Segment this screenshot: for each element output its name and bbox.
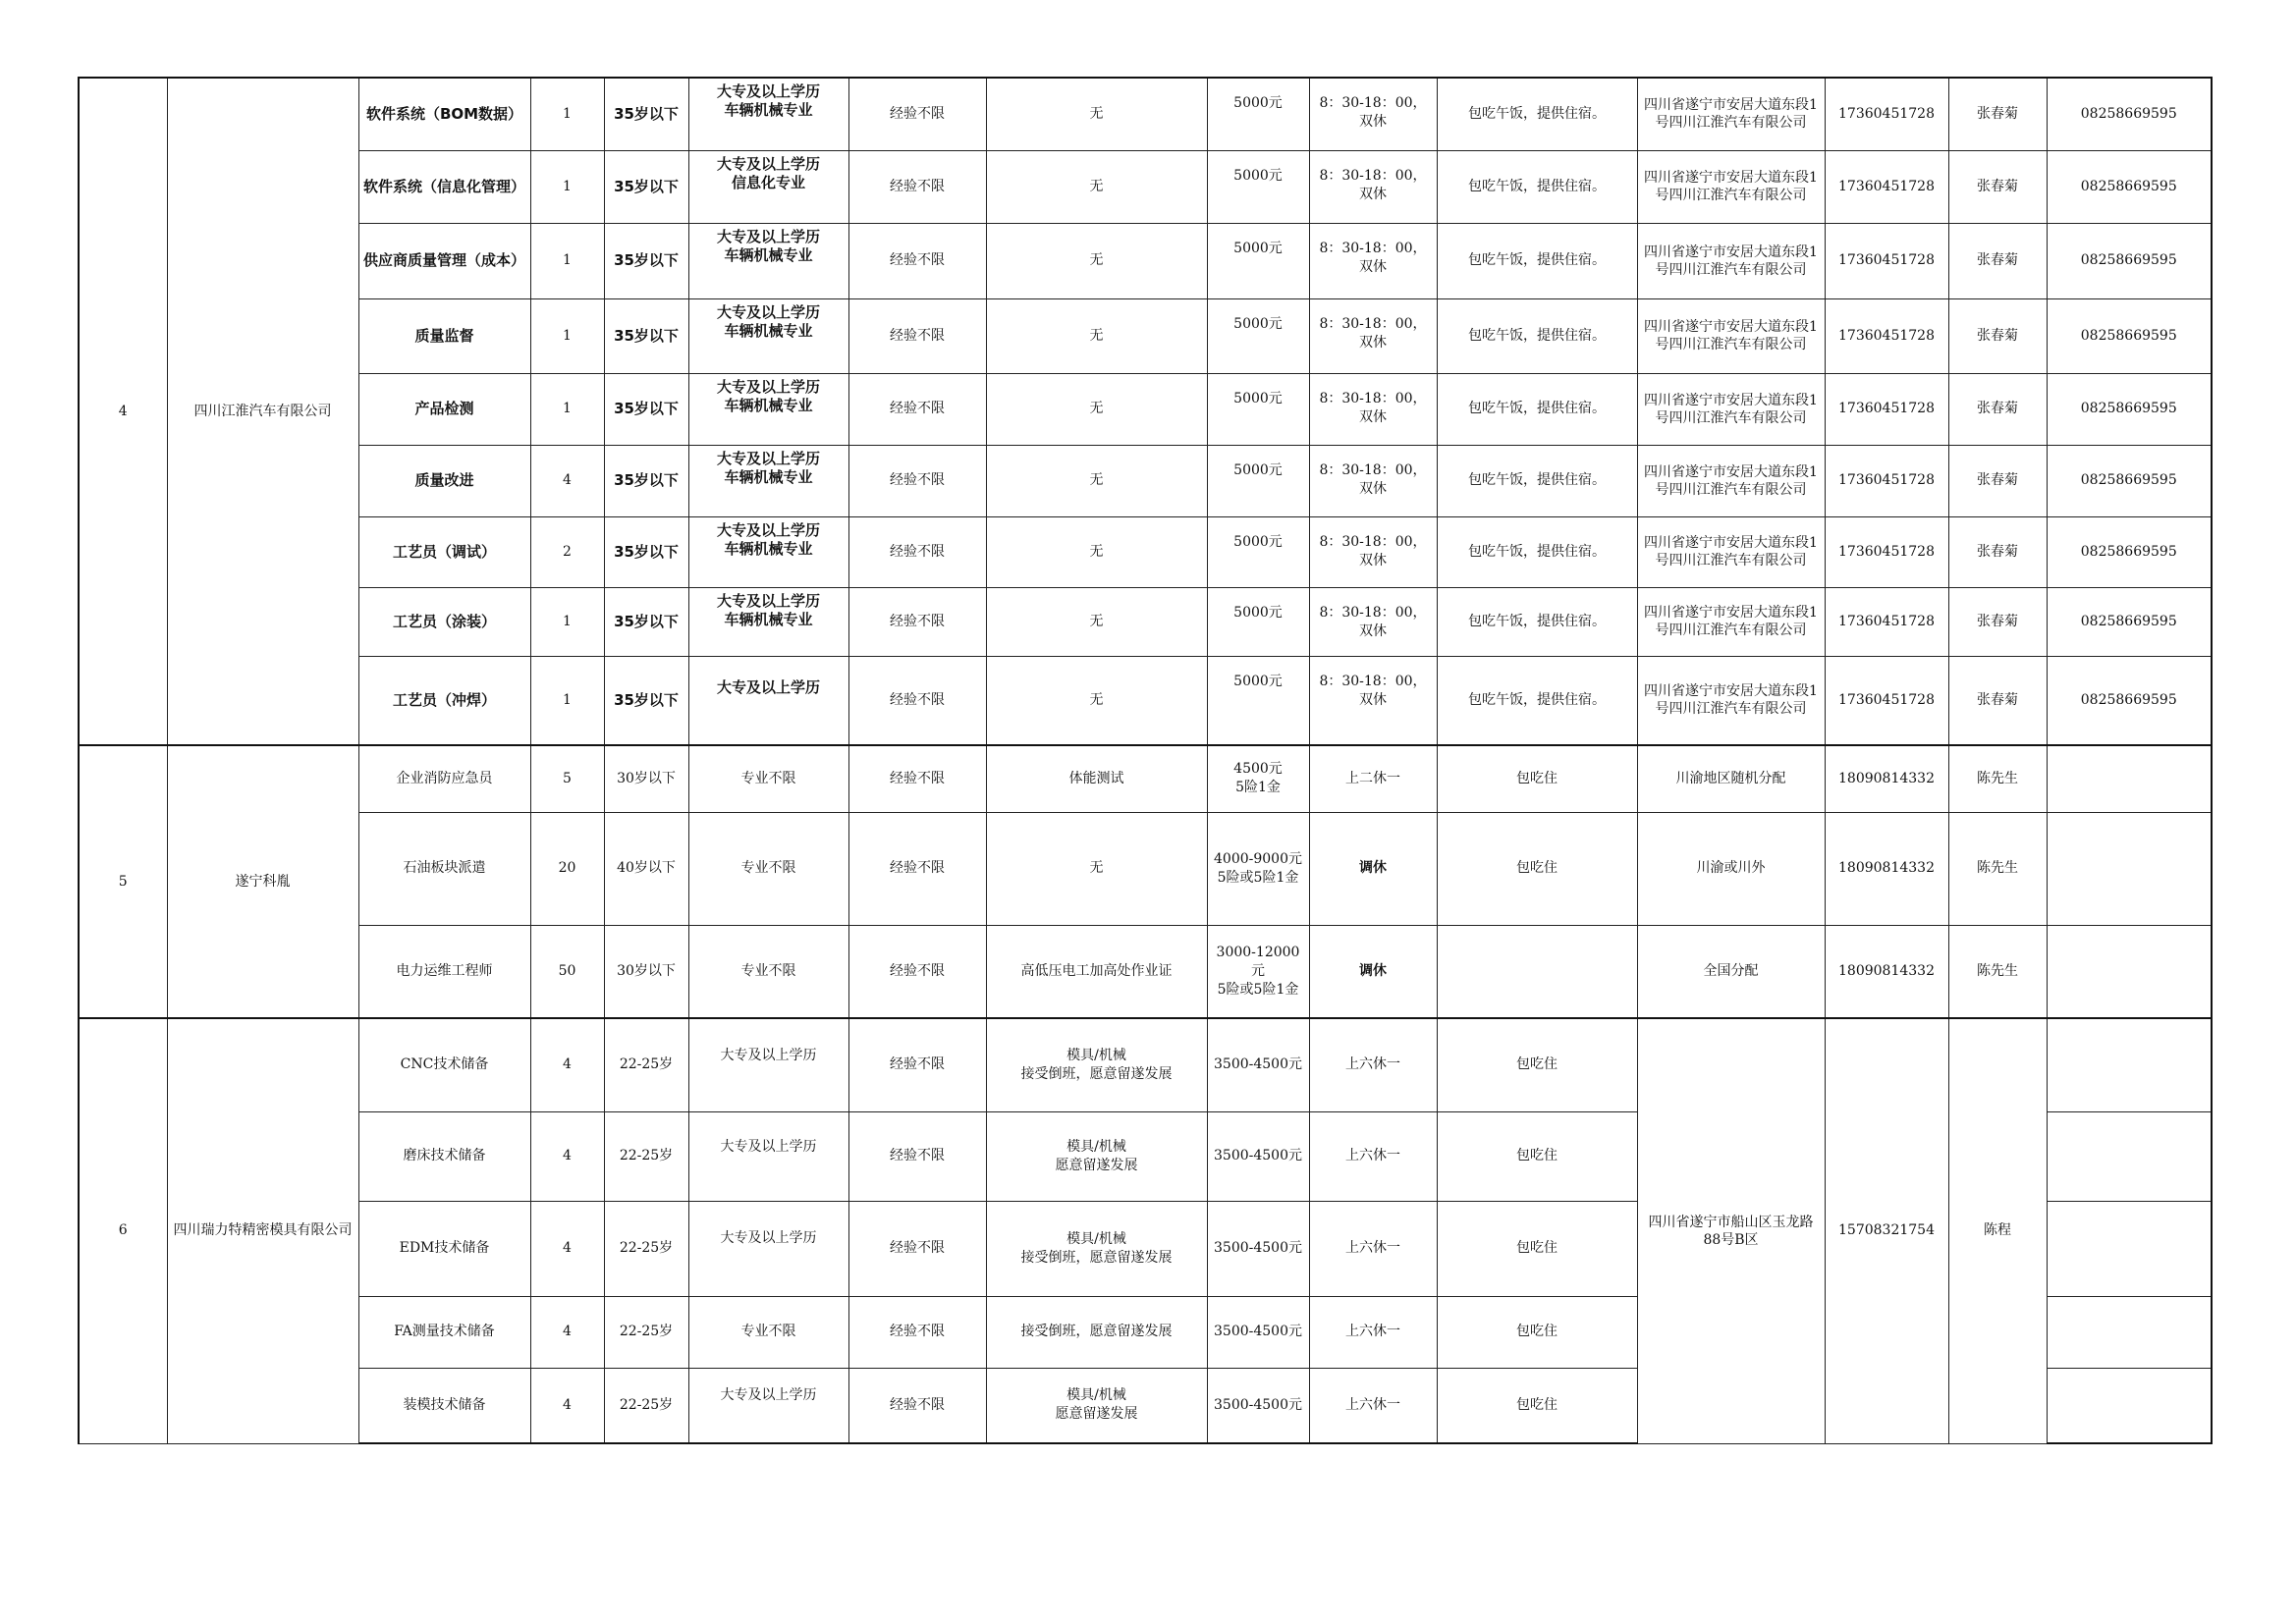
table-row [79,373,2212,445]
requirement-cell: 模具/机械 接受倒班，愿意留遂发展 [986,1201,1207,1296]
experience-cell: 经验不限 [848,812,986,925]
experience-cell: 经验不限 [848,587,986,656]
education-cell: 大专及以上学历 信息化专业 [688,150,848,223]
hours-cell: 8：30-18：00， 双休 [1309,78,1437,150]
count-cell: 4 [530,1201,604,1296]
education-cell: 专业不限 [688,812,848,925]
position-cell: 质量监督 [358,298,530,373]
table-row [79,925,2212,1018]
address-cell: 川渝或川外 [1637,812,1825,925]
count-cell: 2 [530,516,604,587]
address-cell: 四川省遂宁市安居大道东段1号四川江淮汽车有限公司 [1637,516,1825,587]
education-cell: 大专及以上学历 车辆机械专业 [688,373,848,445]
salary-cell: 5000元 [1207,656,1309,745]
contact-cell: 陈先生 [1948,812,2047,925]
requirement-cell: 无 [986,373,1207,445]
hours-cell: 8：30-18：00， 双休 [1309,516,1437,587]
age-cell: 35岁以下 [604,298,688,373]
age-cell: 35岁以下 [604,223,688,298]
landline-cell: 08258669595 [2047,373,2212,445]
position-cell: EDM技术储备 [358,1201,530,1296]
requirement-cell: 无 [986,298,1207,373]
landline-cell: 08258669595 [2047,298,2212,373]
requirement-cell: 无 [986,150,1207,223]
position-cell: 产品检测 [358,373,530,445]
benefits-cell: 包吃住 [1437,812,1637,925]
experience-cell: 经验不限 [848,373,986,445]
education-cell: 专业不限 [688,925,848,1018]
experience-cell: 经验不限 [848,223,986,298]
hours-cell: 上六休一 [1309,1018,1437,1111]
contact-cell: 张春菊 [1948,587,2047,656]
address-cell: 四川省遂宁市安居大道东段1号四川江淮汽车有限公司 [1637,223,1825,298]
phone-cell: 17360451728 [1825,150,1948,223]
hours-cell: 调休 [1309,925,1437,1018]
salary-cell: 4000-9000元 5险或5险1金 [1207,812,1309,925]
age-cell: 22-25岁 [604,1018,688,1111]
landline-cell [2047,1018,2212,1111]
education-cell: 大专及以上学历 车辆机械专业 [688,223,848,298]
count-cell: 1 [530,298,604,373]
requirement-cell: 无 [986,223,1207,298]
education-cell: 大专及以上学历 车辆机械专业 [688,516,848,587]
education-cell: 大专及以上学历 车辆机械专业 [688,298,848,373]
benefits-cell: 包吃午饭，提供住宿。 [1437,150,1637,223]
experience-cell: 经验不限 [848,1296,986,1368]
group-number: 6 [79,1018,167,1443]
salary-cell: 5000元 [1207,516,1309,587]
experience-cell: 经验不限 [848,445,986,516]
age-cell: 35岁以下 [604,373,688,445]
contact-cell: 张春菊 [1948,656,2047,745]
table-row [79,298,2212,373]
age-cell: 30岁以下 [604,925,688,1018]
table-row [79,812,2212,925]
salary-cell: 3500-4500元 [1207,1296,1309,1368]
requirement-cell: 无 [986,445,1207,516]
benefits-cell: 包吃午饭，提供住宿。 [1437,516,1637,587]
landline-cell: 08258669595 [2047,516,2212,587]
education-cell: 大专及以上学历 车辆机械专业 [688,78,848,150]
requirement-cell: 体能测试 [986,745,1207,812]
landline-cell [2047,812,2212,925]
landline-cell [2047,1201,2212,1296]
salary-cell: 3500-4500元 [1207,1111,1309,1201]
position-cell: 质量改进 [358,445,530,516]
address-cell: 全国分配 [1637,925,1825,1018]
phone-cell: 17360451728 [1825,223,1948,298]
salary-cell: 5000元 [1207,150,1309,223]
landline-cell [2047,1368,2212,1443]
hours-cell: 8：30-18：00， 双休 [1309,298,1437,373]
experience-cell: 经验不限 [848,656,986,745]
hours-cell: 8：30-18：00， 双休 [1309,587,1437,656]
phone-cell: 15708321754 [1825,1018,1948,1443]
age-cell: 35岁以下 [604,150,688,223]
education-cell: 专业不限 [688,745,848,812]
education-cell: 大专及以上学历 车辆机械专业 [688,587,848,656]
hours-cell: 上二休一 [1309,745,1437,812]
phone-cell: 17360451728 [1825,516,1948,587]
table-row [79,656,2212,745]
position-cell: 石油板块派遣 [358,812,530,925]
count-cell: 4 [530,1018,604,1111]
position-cell: FA测量技术储备 [358,1296,530,1368]
benefits-cell: 包吃住 [1437,1201,1637,1296]
count-cell: 20 [530,812,604,925]
requirement-cell: 模具/机械 愿意留遂发展 [986,1368,1207,1443]
requirement-cell: 无 [986,516,1207,587]
age-cell: 40岁以下 [604,812,688,925]
address-cell: 四川省遂宁市安居大道东段1号四川江淮汽车有限公司 [1637,78,1825,150]
salary-cell: 3000-12000元 5险或5险1金 [1207,925,1309,1018]
requirement-cell: 无 [986,812,1207,925]
position-cell: 供应商质量管理（成本） [358,223,530,298]
company-name: 四川江淮汽车有限公司 [167,78,358,745]
benefits-cell: 包吃午饭，提供住宿。 [1437,445,1637,516]
salary-cell: 5000元 [1207,373,1309,445]
experience-cell: 经验不限 [848,1111,986,1201]
hours-cell: 8：30-18：00， 双休 [1309,445,1437,516]
age-cell: 30岁以下 [604,745,688,812]
education-cell: 专业不限 [688,1296,848,1368]
position-cell: 磨床技术储备 [358,1111,530,1201]
position-cell: 软件系统（信息化管理） [358,150,530,223]
salary-cell: 3500-4500元 [1207,1018,1309,1111]
group-number: 4 [79,78,167,745]
address-cell: 四川省遂宁市安居大道东段1号四川江淮汽车有限公司 [1637,587,1825,656]
phone-cell: 18090814332 [1825,812,1948,925]
position-cell: 软件系统（BOM数据） [358,78,530,150]
requirement-cell: 高低压电工加高处作业证 [986,925,1207,1018]
landline-cell: 08258669595 [2047,445,2212,516]
hours-cell: 8：30-18：00， 双休 [1309,223,1437,298]
landline-cell [2047,1296,2212,1368]
education-cell: 大专及以上学历 [688,1018,848,1111]
position-cell: CNC技术储备 [358,1018,530,1111]
phone-cell: 18090814332 [1825,925,1948,1018]
benefits-cell: 包吃午饭，提供住宿。 [1437,373,1637,445]
contact-cell: 张春菊 [1948,78,2047,150]
position-cell: 工艺员（冲焊） [358,656,530,745]
landline-cell: 08258669595 [2047,223,2212,298]
group-number: 5 [79,745,167,1018]
landline-cell [2047,1111,2212,1201]
benefits-cell: 包吃午饭，提供住宿。 [1437,298,1637,373]
count-cell: 4 [530,1296,604,1368]
requirement-cell: 模具/机械 愿意留遂发展 [986,1111,1207,1201]
count-cell: 4 [530,1111,604,1201]
benefits-cell: 包吃住 [1437,1368,1637,1443]
age-cell: 35岁以下 [604,78,688,150]
benefits-cell: 包吃午饭，提供住宿。 [1437,587,1637,656]
salary-cell: 3500-4500元 [1207,1201,1309,1296]
requirement-cell: 接受倒班，愿意留遂发展 [986,1296,1207,1368]
education-cell: 大专及以上学历 [688,656,848,745]
table-row [79,587,2212,656]
age-cell: 22-25岁 [604,1111,688,1201]
count-cell: 4 [530,445,604,516]
experience-cell: 经验不限 [848,78,986,150]
count-cell: 50 [530,925,604,1018]
hours-cell: 上六休一 [1309,1296,1437,1368]
age-cell: 22-25岁 [604,1296,688,1368]
requirement-cell: 模具/机械 接受倒班，愿意留遂发展 [986,1018,1207,1111]
requirement-cell: 无 [986,656,1207,745]
benefits-cell: 包吃午饭，提供住宿。 [1437,78,1637,150]
hours-cell: 上六休一 [1309,1368,1437,1443]
hours-cell: 8：30-18：00， 双休 [1309,656,1437,745]
hours-cell: 上六休一 [1309,1111,1437,1201]
age-cell: 35岁以下 [604,656,688,745]
salary-cell: 5000元 [1207,298,1309,373]
benefits-cell [1437,925,1637,1018]
benefits-cell: 包吃午饭，提供住宿。 [1437,656,1637,745]
age-cell: 35岁以下 [604,587,688,656]
contact-cell: 张春菊 [1948,373,2047,445]
salary-cell: 5000元 [1207,78,1309,150]
table-row [79,150,2212,223]
education-cell: 大专及以上学历 [688,1201,848,1296]
position-cell: 电力运维工程师 [358,925,530,1018]
contact-cell: 陈先生 [1948,745,2047,812]
position-cell: 工艺员（调试） [358,516,530,587]
phone-cell: 17360451728 [1825,78,1948,150]
experience-cell: 经验不限 [848,150,986,223]
address-cell: 川渝地区随机分配 [1637,745,1825,812]
contact-cell: 陈程 [1948,1018,2047,1443]
contact-cell: 张春菊 [1948,445,2047,516]
experience-cell: 经验不限 [848,745,986,812]
salary-cell: 5000元 [1207,445,1309,516]
table-row [79,516,2212,587]
table-row [79,223,2212,298]
address-cell: 四川省遂宁市安居大道东段1号四川江淮汽车有限公司 [1637,298,1825,373]
phone-cell: 17360451728 [1825,445,1948,516]
education-cell: 大专及以上学历 车辆机械专业 [688,445,848,516]
experience-cell: 经验不限 [848,516,986,587]
address-cell: 四川省遂宁市安居大道东段1号四川江淮汽车有限公司 [1637,150,1825,223]
contact-cell: 张春菊 [1948,516,2047,587]
education-cell: 大专及以上学历 [688,1368,848,1443]
position-cell: 工艺员（涂装） [358,587,530,656]
phone-cell: 17360451728 [1825,587,1948,656]
benefits-cell: 包吃住 [1437,1018,1637,1111]
salary-cell: 4500元 5险1金 [1207,745,1309,812]
address-cell: 四川省遂宁市安居大道东段1号四川江淮汽车有限公司 [1637,445,1825,516]
age-cell: 22-25岁 [604,1368,688,1443]
benefits-cell: 包吃住 [1437,745,1637,812]
requirement-cell: 无 [986,78,1207,150]
count-cell: 1 [530,656,604,745]
age-cell: 22-25岁 [604,1201,688,1296]
table-row [79,78,2212,150]
benefits-cell: 包吃住 [1437,1296,1637,1368]
age-cell: 35岁以下 [604,516,688,587]
salary-cell: 5000元 [1207,223,1309,298]
requirement-cell: 无 [986,587,1207,656]
experience-cell: 经验不限 [848,298,986,373]
count-cell: 1 [530,78,604,150]
job-listing-table [78,77,2213,1444]
contact-cell: 张春菊 [1948,223,2047,298]
contact-cell: 张春菊 [1948,298,2047,373]
landline-cell: 08258669595 [2047,150,2212,223]
landline-cell [2047,745,2212,812]
landline-cell: 08258669595 [2047,656,2212,745]
address-cell: 四川省遂宁市安居大道东段1号四川江淮汽车有限公司 [1637,656,1825,745]
hours-cell: 调休 [1309,812,1437,925]
table-row [79,445,2212,516]
count-cell: 1 [530,587,604,656]
address-cell: 四川省遂宁市安居大道东段1号四川江淮汽车有限公司 [1637,373,1825,445]
salary-cell: 5000元 [1207,587,1309,656]
table-row [79,745,2212,812]
company-name: 四川瑞力特精密模具有限公司 [167,1018,358,1443]
benefits-cell: 包吃住 [1437,1111,1637,1201]
job-listing-sheet [78,77,2213,1444]
contact-cell: 陈先生 [1948,925,2047,1018]
landline-cell: 08258669595 [2047,587,2212,656]
hours-cell: 8：30-18：00， 双休 [1309,373,1437,445]
salary-cell: 3500-4500元 [1207,1368,1309,1443]
position-cell: 企业消防应急员 [358,745,530,812]
landline-cell: 08258669595 [2047,78,2212,150]
experience-cell: 经验不限 [848,1018,986,1111]
phone-cell: 17360451728 [1825,373,1948,445]
count-cell: 1 [530,223,604,298]
phone-cell: 18090814332 [1825,745,1948,812]
education-cell: 大专及以上学历 [688,1111,848,1201]
hours-cell: 上六休一 [1309,1201,1437,1296]
experience-cell: 经验不限 [848,1368,986,1443]
benefits-cell: 包吃午饭，提供住宿。 [1437,223,1637,298]
count-cell: 1 [530,373,604,445]
count-cell: 5 [530,745,604,812]
position-cell: 装模技术储备 [358,1368,530,1443]
count-cell: 1 [530,150,604,223]
hours-cell: 8：30-18：00， 双休 [1309,150,1437,223]
phone-cell: 17360451728 [1825,656,1948,745]
experience-cell: 经验不限 [848,1201,986,1296]
address-cell: 四川省遂宁市船山区玉龙路88号B区 [1637,1018,1825,1443]
company-name: 遂宁科胤 [167,745,358,1018]
phone-cell: 17360451728 [1825,298,1948,373]
experience-cell: 经验不限 [848,925,986,1018]
table-row [79,1018,2212,1111]
contact-cell: 张春菊 [1948,150,2047,223]
landline-cell [2047,925,2212,1018]
count-cell: 4 [530,1368,604,1443]
age-cell: 35岁以下 [604,445,688,516]
